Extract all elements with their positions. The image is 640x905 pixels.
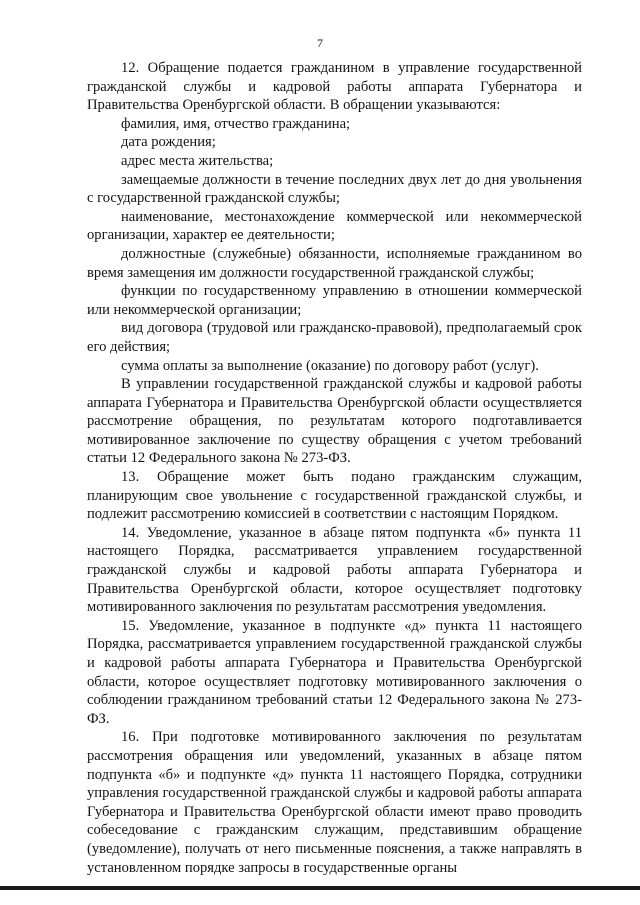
- bottom-scan-edge: [0, 886, 640, 890]
- list-item-duties: должностные (служебные) обязанности, исполняемые гражданином во время замещения им должности государственной гражданской службы;: [87, 245, 582, 281]
- list-item-positions: замещаемые должности в течение последних двух лет до дня увольнения с государственной гражданской службы;: [87, 171, 582, 207]
- paragraph-16: 16. При подготовке мотивированного заключения по результатам рассмотрения обращения или уведомлений, указанных в абзаце пятом подпункта «б» и подпункте «д» пункта 11 настоящего Порядка, сотрудники управления государственной гражданской службы и кадровой работы аппарата Губернатора и Правительства Оренбургской области имеют право проводить собеседование с гражданским служащим, представившим обращение (уведомление), получать от него письменные пояснения, а также направлять в установленном порядке запросы в государственные органы: [87, 729, 582, 876]
- document-body: [87, 59, 582, 877]
- list-item-birth-date: дата рождения;: [121, 134, 216, 151]
- paragraph-review: В управлении государственной гражданской службы и кадровой работы аппарата Губернатора и Правительства Оренбургской области осуществляется рассмотрение обращения, по результатам которого подготавливается мотивированное заключение по существу обращения с учетом требований статьи 12 Федерального закона № 273-ФЗ.: [87, 376, 582, 467]
- list-item-payment: сумма оплаты за выполнение (оказание) по договору работ (услуг).: [121, 357, 539, 374]
- paragraph-15: 15. Уведомление, указанное в подпункте «д» пункта 11 настоящего Порядка, рассматривается управлением государственной гражданской службы и кадровой работы аппарата Губернатора и Правительства Оренбургской области, которое осуществляет подготовку мотивированного заключения о соблюдении гражданином требований статьи 12 Федерального закона № 273-ФЗ.: [87, 617, 582, 727]
- paragraph-13: 13. Обращение может быть подано гражданским служащим, планирующим свое увольнение с государственной гражданской службы, и подлежит рассмотрению комиссией в соответствии с настоящим Порядком.: [87, 469, 582, 523]
- page-number: 7: [317, 36, 323, 50]
- list-item-address: адрес места жительства;: [121, 152, 274, 169]
- paragraph-14: 14. Уведомление, указанное в абзаце пятом подпункта «б» пункта 11 настоящего Порядка, рассматривается управлением государственной гражданской службы и кадровой работы аппарата Губернатора и Правительства Оренбургской области, которое осуществляет подготовку мотивированного заключения по результатам рассмотрения уведомления.: [87, 524, 582, 616]
- list-item-contract-type: вид договора (трудовой или гражданско-правовой), предполагаемый срок его действия;: [87, 320, 582, 355]
- list-item-full-name: фамилия, имя, отчество гражданина;: [121, 115, 351, 132]
- list-item-functions: функции по государственному управлению в отношении коммерческой или некоммерческой организации;: [87, 283, 582, 318]
- list-item-organization: наименование, местонахождение коммерческой или некоммерческой организации, характер ее деятельности;: [87, 208, 582, 244]
- paragraph-12: 12. Обращение подается гражданином в управление государственной гражданской службы и кадровой работы аппарата Губернатора и Правительства Оренбургской области. В обращении указываются:: [87, 60, 582, 114]
